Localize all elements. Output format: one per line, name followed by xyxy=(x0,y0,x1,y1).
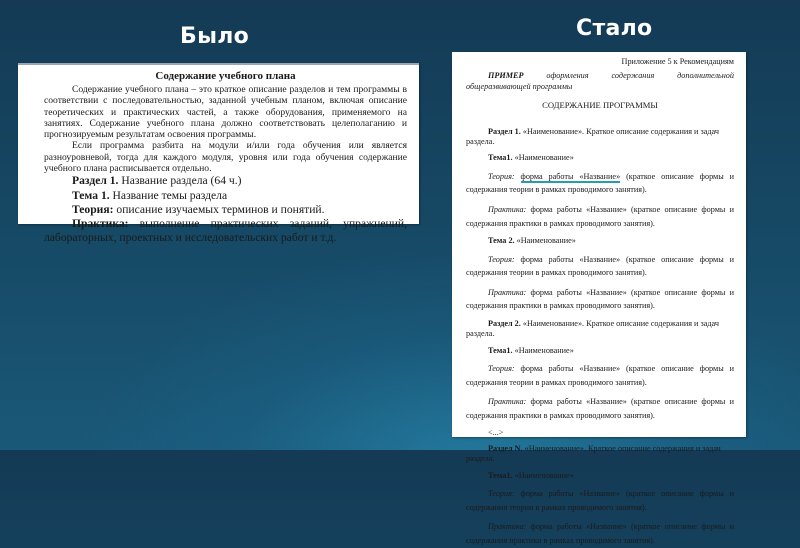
ellipsis: <...> xyxy=(488,427,504,437)
theory-label: Теория: xyxy=(488,489,515,499)
modules-paragraph: Если программа разбита на модули и/или года обучения или является разноуровневой, тогда для каждого модуля, уровня или года обучения содержание учебного плана расписывается отдельно. xyxy=(44,140,407,175)
example-heading xyxy=(466,71,734,92)
section-line xyxy=(466,444,734,465)
theory-text: форма работы «Название» (краткое описание формы и содержания теории в рамках проводимого занятия). xyxy=(466,254,734,278)
topic-line xyxy=(44,189,407,203)
theory-line xyxy=(44,203,407,217)
topic-name: «Наименование» xyxy=(512,345,574,355)
theory-label: Теория: xyxy=(488,254,515,264)
practice-label: Практика: xyxy=(488,522,527,532)
topic-label: Тема 1. xyxy=(72,188,110,202)
theory-line xyxy=(466,253,734,280)
topic-name: «Наименование» xyxy=(514,236,576,246)
section-name: «Наименование» xyxy=(522,444,584,453)
section-name: «Наименование» xyxy=(520,126,583,136)
practice-text: форма работы «Название» (краткое описание формы и содержания практики в рамках проводимого занятия). xyxy=(466,522,734,545)
practice-line xyxy=(466,286,734,313)
practice-text: форма работы «Название» (краткое описание формы и содержания практики в рамках проводимого занятия). xyxy=(466,397,734,420)
section-desc: . Краткое описание содержания и задач раздела. xyxy=(466,126,719,147)
document-title: Содержание учебного плана xyxy=(155,70,296,82)
after-heading: Стало xyxy=(576,16,653,41)
topic-label: Тема1. xyxy=(488,153,513,163)
practice-line xyxy=(466,520,734,547)
before-heading: Было xyxy=(180,24,250,49)
practice-text: форма работы «Название» (краткое описание формы и содержания практики в рамках проводимого занятия). xyxy=(466,287,734,311)
topic-line xyxy=(466,236,734,246)
topic-text: Название темы раздела xyxy=(109,188,228,202)
section-label: Раздел 1. xyxy=(72,174,119,188)
topic-label: Тема1. xyxy=(488,345,513,355)
practice-text: форма работы «Название» (краткое описание формы и содержания практики в рамках проводимого занятия). xyxy=(466,205,734,228)
theory-line xyxy=(466,170,734,197)
theory-text: (краткое описание формы и содержания теории в рамках проводимого занятия). xyxy=(466,171,735,195)
theory-line xyxy=(466,362,734,389)
topic-label: Тема1. xyxy=(488,470,513,480)
practice-label: Практика: xyxy=(488,287,527,297)
practice-label: Практика: xyxy=(72,216,129,230)
topic-name: «Наименование» xyxy=(512,153,574,163)
section-text: Название раздела (64 ч.) xyxy=(118,174,242,188)
practice-line xyxy=(466,203,734,230)
theory-text: форма работы «Название» (краткое описание формы и содержания теории в рамках проводимого занятия). xyxy=(466,489,734,512)
practice-label: Практика: xyxy=(488,397,527,407)
theory-text: форма работы «Название» (краткое описание формы и содержания теории в рамках проводимого занятия). xyxy=(466,364,734,387)
section-line xyxy=(466,127,734,148)
example-bold: ПРИМЕР xyxy=(488,71,524,81)
section-label: Раздел N. xyxy=(488,444,523,453)
section-line xyxy=(44,174,407,188)
practice-text: выполнение практических заданий, упражнений, лабораторных, проектных и исследовательских работ и т.д. xyxy=(44,216,407,245)
practice-line xyxy=(466,395,734,422)
description-paragraph: Содержание учебного плана – это краткое описание разделов и тем программы в соответствии с последовательностью, заданной учебным планом, включая описание теоретических и практических частей, а также оборудования, применяемого на занятиях. Содержание учебного плана должно соответствовать целеполаганию и прогнозируемым результатам освоения программы. xyxy=(44,84,407,141)
topic-line xyxy=(466,153,734,163)
topic-line xyxy=(466,346,734,356)
theory-text: описание изучаемых терминов и понятий. xyxy=(113,202,325,216)
practice-line xyxy=(44,217,407,245)
before-document xyxy=(18,63,419,245)
theory-label: Теория: xyxy=(488,171,515,181)
appendix-note: Приложение 5 к Рекомендациям xyxy=(621,57,734,66)
section-label: Раздел 1. xyxy=(488,126,521,136)
section-label: Раздел 2. xyxy=(488,319,521,328)
topic-label: Тема 2. xyxy=(488,236,515,246)
theory-label: Теория: xyxy=(72,202,114,216)
example-text: оформления содержания дополнительной общеразвивающей программы xyxy=(466,71,734,91)
program-title: СОДЕРЖАНИЕ ПРОГРАММЫ xyxy=(542,100,658,111)
practice-label: Практика: xyxy=(488,205,527,215)
topic-line xyxy=(466,471,734,481)
section-line xyxy=(466,319,734,340)
theory-line xyxy=(466,487,734,514)
theory-label: Теория: xyxy=(488,364,515,374)
highlighted-work-form: форма работы «Название» xyxy=(520,171,621,181)
topic-name: «Наименование» xyxy=(512,470,574,480)
after-document xyxy=(452,52,746,545)
section-desc: . Краткое описание содержания и задач раздела. xyxy=(466,319,719,339)
section-desc: . Краткое описание содержания и задач раздела. xyxy=(466,444,721,464)
section-name: «Наименование» xyxy=(520,319,583,328)
